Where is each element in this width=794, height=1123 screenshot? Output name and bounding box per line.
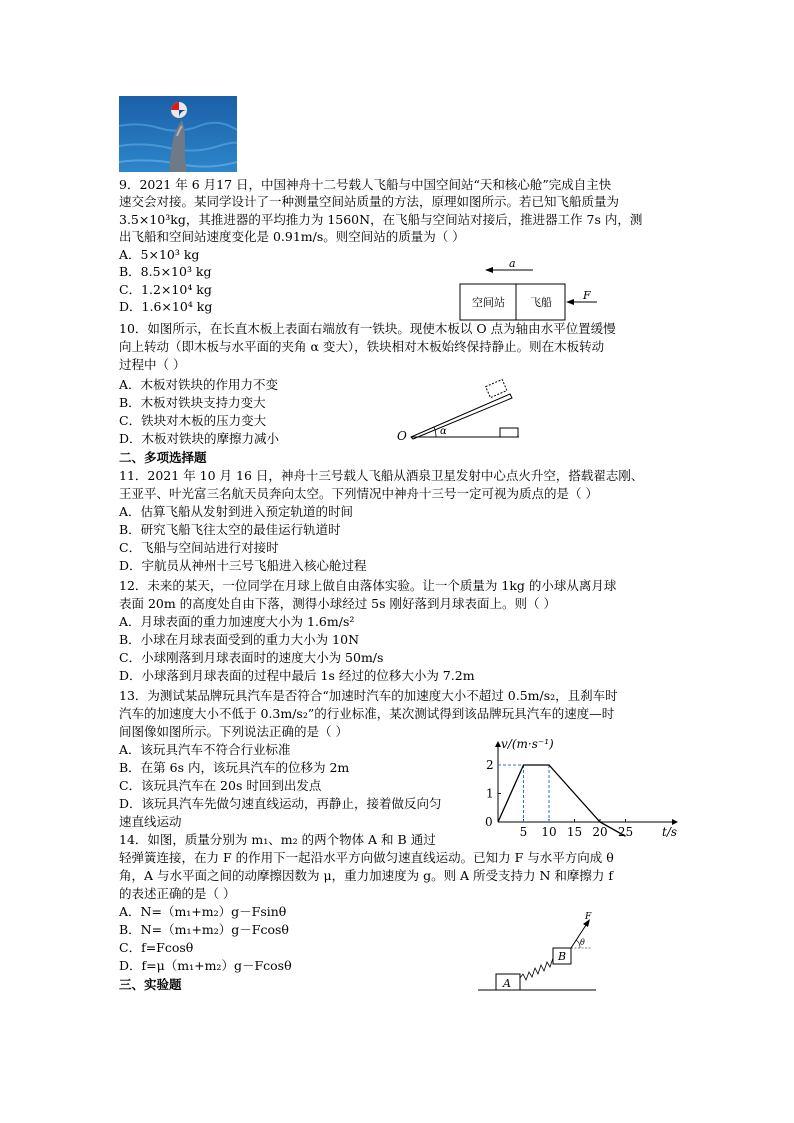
angle-arc bbox=[434, 427, 436, 437]
q13-option-a: A．该玩具汽车不符合行业标准 bbox=[119, 742, 291, 757]
q11-option-a: A．估算飞船从发射到进入预定轨道的时间 bbox=[119, 504, 354, 519]
q14-line-3: 角，A 与水平面之间的动摩擦因数为 μ，重力加速度为 g。则 A 所受支持力 N 和摩擦力 f bbox=[119, 868, 614, 883]
spring bbox=[520, 958, 553, 980]
q10-figure bbox=[394, 376, 524, 442]
board-end-block bbox=[500, 428, 518, 437]
q9-line-2: 速交会对接。某同学设计了一种测量空间站质量的方法，原理如图所示。若已知飞船质量为 bbox=[119, 194, 620, 209]
acceleration-label: a bbox=[509, 258, 516, 270]
section-2-heading: 二、多项选择题 bbox=[119, 450, 207, 465]
q9-option-a: A．5×10³ kg bbox=[119, 247, 200, 262]
q13-line-3: 间图像如图所示。下列说法正确的是（ ） bbox=[119, 724, 348, 739]
iron-block bbox=[486, 379, 507, 397]
q10-option-b: B．木板对铁块支持力变大 bbox=[119, 395, 266, 410]
q13-line-2: 汽车的加速度大小不低于 0.3m/s₂”的行业标准，某次测试得到该品牌玩具汽车的速度—时 bbox=[119, 706, 615, 721]
q14-line-4: 的表述正确的是（ ） bbox=[119, 886, 236, 901]
q9-option-d: D．1.6×10⁴ kg bbox=[119, 299, 213, 314]
q14-line-1: 14．如图，质量分别为 m₁、m₂ 的两个物体 A 和 B 通过 bbox=[119, 832, 436, 847]
q11-option-c: C．飞船与空间站进行对接时 bbox=[119, 540, 279, 555]
x-tick-label: 10 bbox=[541, 825, 557, 839]
q9-figure bbox=[455, 258, 605, 322]
q10-option-c: C．铁块对木板的压力变大 bbox=[119, 413, 267, 428]
section-3-heading: 三、实验题 bbox=[119, 977, 182, 992]
q14-figure bbox=[476, 910, 600, 994]
q13-line-1: 13．为测试某品牌玩具汽车是否符合“加速时汽车的加速度大小不超过 0.5m/s₂，且刹车时 bbox=[119, 688, 618, 703]
q14-option-a: A．N=（m₁+m₂）g－Fsinθ bbox=[119, 904, 287, 919]
q13-option-c: C．该玩具汽车在 20s 时回到出发点 bbox=[119, 778, 322, 793]
q9-line-1: 9．2021 年 6 月17 日，中国神舟十二号载人飞船与中国空间站“天和核心舱”完成自主快 bbox=[119, 177, 612, 192]
x-tick-label: 25 bbox=[617, 825, 634, 839]
origin-label: 0 bbox=[485, 815, 493, 829]
q9-option-c: C．1.2×10⁴ kg bbox=[119, 282, 212, 297]
q14-option-b: B．N=（m₁+m₂）g－Fcosθ bbox=[119, 922, 289, 937]
q9-line-4: 出飞船和空间站速度变化是 0.91m/s。则空间站的质量为（ ） bbox=[119, 229, 465, 244]
ship-label: 飞船 bbox=[530, 296, 552, 309]
q13-option-b: B．在第 6s 内，该玩具汽车的位移为 2m bbox=[119, 760, 350, 775]
q12-option-b: B．小球在月球表面受到的重力大小为 10N bbox=[119, 632, 360, 647]
q10-line-1: 10．如图所示，在长直木板上表面右端放有一铁块。现使木板以 O 点为轴由水平位置缓慢 bbox=[119, 321, 616, 336]
block-b-label: B bbox=[558, 950, 567, 963]
x-tick-label: 15 bbox=[566, 825, 583, 839]
q10-line-3: 过程中（ ） bbox=[119, 357, 186, 372]
q12-line-1: 12．未来的某天，一位同学在月球上做自由落体实验。让一个质量为 1kg 的小球从离月球 bbox=[119, 578, 617, 593]
q9-option-b: B．8.5×10³ kg bbox=[119, 264, 212, 279]
q10-line-2: 向上转动（即木板与水平面的夹角 α 变大），铁块相对木板始终保持静止。则在木板转动 bbox=[119, 339, 605, 354]
q12-line-2: 表面 20m 的高度处自由下落，测得小球经过 5s 刚好落到月球表面上。则（ ） bbox=[119, 596, 556, 611]
q13-option-d: D．该玩具汽车先做匀速直线运动，再静止，接着做反向匀 bbox=[119, 796, 442, 811]
force-label: F bbox=[583, 289, 591, 302]
q10-option-d: D．木板对铁块的摩擦力减小 bbox=[119, 431, 280, 446]
dolphin-photo bbox=[119, 96, 237, 172]
y-tick-label: 2 bbox=[486, 758, 494, 772]
q11-line-1: 11．2021 年 10 月 16 日，神舟十三号载人飞船从酒泉卫星发射中心点火升空，搭载翟志刚、 bbox=[119, 468, 644, 483]
q10-option-a: A．木板对铁块的作用力不变 bbox=[119, 377, 279, 392]
q14-line-2: 轻弹簧连接，在力 F 的作用下一起沿水平方向做匀速直线运动。已知力 F 与水平方向成 θ bbox=[119, 850, 614, 865]
velocity-series-line bbox=[498, 765, 626, 836]
angle-label: α bbox=[440, 426, 447, 437]
q11-option-d: D．宇航员从神州十三号飞船进入核心舱过程 bbox=[119, 558, 367, 573]
pivot-label: O bbox=[397, 429, 407, 442]
q9-line-3: 3.5×10³kg，其推进器的平均推力为 1560N，在飞船与空间站对接后，推进器工作 7s 内，测 bbox=[119, 212, 643, 227]
x-tick-label: 5 bbox=[519, 825, 528, 839]
vt-chart bbox=[476, 734, 686, 842]
station-label: 空间站 bbox=[472, 296, 505, 309]
q12-option-a: A．月球表面的重力加速度大小为 1.6m/s² bbox=[119, 614, 355, 629]
q14-option-d: D．f=μ（m₁+m₂）g－Fcosθ bbox=[119, 958, 292, 973]
q14-option-c: C．f=Fcosθ bbox=[119, 940, 194, 955]
theta-label: θ bbox=[580, 938, 585, 947]
q12-option-d: D．小球落到月球表面的过程中最后 1s 经过的位移大小为 7.2m bbox=[119, 668, 475, 683]
y-tick-label: 1 bbox=[486, 786, 494, 801]
force-f-label: F bbox=[585, 912, 592, 922]
q13-option-d-cont: 速直线运动 bbox=[119, 814, 182, 829]
q12-option-c: C．小球刚落到月球表面时的速度大小为 50m/s bbox=[119, 650, 384, 665]
x-axis-label: t/s bbox=[662, 825, 678, 839]
q11-line-2: 王亚平、叶光富三名航天员奔向太空。下列情况中神舟十三号一定可视为质点的是（ ） bbox=[119, 486, 598, 501]
q11-option-b: B．研究飞船飞往太空的最佳运行轨道时 bbox=[119, 522, 341, 537]
y-axis-label: v/(m·s⁻¹) bbox=[501, 737, 554, 751]
tilted-board bbox=[411, 394, 512, 439]
x-tick-label: 20 bbox=[592, 825, 608, 839]
block-a-label: A bbox=[503, 977, 511, 990]
